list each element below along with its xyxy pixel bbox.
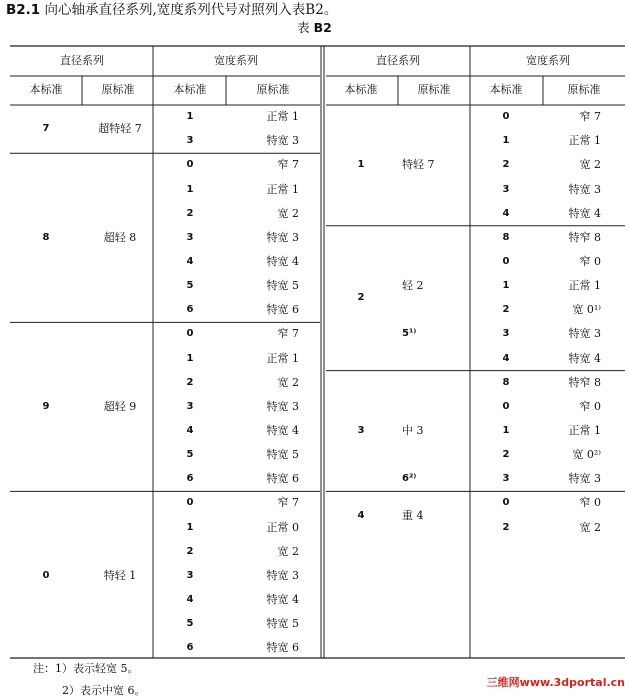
- left-group-0-row-0-old-width: 正常 1: [266, 110, 299, 124]
- right-group-2-row-2-old-width: 正常 1: [568, 424, 601, 438]
- left-group-1-row-4-width: 4: [186, 255, 194, 267]
- left-group-3-row-3-width: 3: [186, 569, 194, 581]
- right-group-1-old: 轻 2: [402, 279, 424, 293]
- left-group-3-row-0-old-width: 窄 7: [277, 496, 299, 510]
- right-group-3-row-1-old-width: 宽 2: [579, 520, 601, 534]
- left-group-3-row-1-old-width: 正常 0: [266, 520, 299, 534]
- header-old-width-left: 原标准: [256, 83, 290, 96]
- left-group-3-old: 特轻 1: [103, 568, 137, 582]
- right-group-3-code: 4: [357, 509, 365, 521]
- left-group-2-row-2-old-width: 宽 2: [277, 375, 299, 389]
- right-group-0-row-0-old-width: 窄 7: [579, 110, 601, 124]
- left-group-2-row-5-old-width: 特宽 5: [266, 448, 299, 462]
- right-group-1-old-note: 5¹⁾: [402, 328, 417, 340]
- left-group-3-row-3-old-width: 特宽 3: [266, 568, 299, 582]
- left-group-3-row-5-width: 5: [186, 618, 194, 630]
- left-group-1-code: 8: [42, 231, 50, 243]
- header-old-diam-left: 原标准: [101, 83, 135, 96]
- right-group-2-code: 3: [357, 425, 365, 437]
- left-group-2-code: 9: [42, 400, 50, 412]
- header-old-width-right: 原标准: [567, 83, 601, 96]
- right-group-0-row-4-old-width: 特宽 4: [568, 206, 601, 220]
- right-group-2-old-note: 6²⁾: [402, 473, 417, 485]
- right-group-1-row-3-old-width: 宽 0¹⁾: [572, 303, 601, 317]
- header-new-diam-left: 本标准: [29, 83, 63, 96]
- left-group-2-row-0-width: 0: [186, 328, 194, 340]
- right-group-3-row-0-width: 0: [502, 497, 510, 509]
- left-group-3-code: 0: [42, 569, 50, 581]
- right-group-1-row-4-width: 3: [502, 328, 510, 340]
- header-old-diam-right: 原标准: [417, 83, 451, 96]
- left-group-0-row-1-old-width: 特宽 3: [266, 134, 299, 148]
- right-group-1-row-1-old-width: 窄 0: [579, 254, 601, 268]
- left-group-2-row-4-old-width: 特宽 4: [266, 424, 299, 438]
- right-group-1-row-1-width: 0: [502, 255, 510, 267]
- right-group-0-row-0-width: 0: [502, 111, 510, 123]
- header-width-right: 宽度系列: [526, 54, 570, 67]
- right-group-1-row-0-width: 8: [502, 231, 510, 243]
- header-new-width-left: 本标准: [173, 83, 207, 96]
- left-group-1-row-2-old-width: 宽 2: [277, 206, 299, 220]
- left-group-1-row-1-old-width: 正常 1: [266, 182, 299, 196]
- left-group-1-row-4-old-width: 特宽 4: [266, 254, 299, 268]
- right-group-0-row-3-width: 3: [502, 183, 510, 195]
- header-width-left: 宽度系列: [214, 54, 258, 67]
- right-group-2-row-3-width: 2: [502, 449, 510, 461]
- section-text: 向心轴承直径系列,宽度系列代号对照列入表B2。: [44, 2, 338, 18]
- right-group-3-old: 重 4: [402, 508, 424, 522]
- right-group-2-row-2-width: 1: [502, 425, 510, 437]
- right-group-1-row-4-old-width: 特宽 3: [568, 327, 601, 341]
- left-group-2-row-5-width: 5: [186, 449, 194, 461]
- left-group-2-old: 超轻 9: [103, 399, 137, 413]
- left-group-2-row-2-width: 2: [186, 376, 194, 388]
- header-diameter-right: 直径系列: [376, 54, 420, 67]
- right-group-2-row-4-old-width: 特宽 3: [568, 472, 601, 486]
- watermark: 三维网www.3dportal.cn: [486, 676, 625, 689]
- left-group-1-row-0-old-width: 窄 7: [277, 158, 299, 172]
- left-group-3-row-6-width: 6: [186, 642, 194, 654]
- right-group-2-old: 中 3: [402, 424, 424, 438]
- left-group-3-row-2-old-width: 宽 2: [277, 544, 299, 558]
- right-group-1-row-0-old-width: 特窄 8: [568, 230, 601, 244]
- left-group-3-row-6-old-width: 特宽 6: [266, 641, 299, 655]
- right-group-3-row-0-old-width: 窄 0: [579, 496, 601, 510]
- left-group-1-row-3-old-width: 特宽 3: [266, 230, 299, 244]
- right-group-0-code: 1: [357, 159, 365, 171]
- left-group-0-row-1-width: 3: [186, 135, 194, 147]
- caption-id: B2: [313, 20, 332, 35]
- right-group-2-row-1-old-width: 窄 0: [579, 399, 601, 413]
- left-group-2-row-6-width: 6: [186, 473, 194, 485]
- left-group-1-row-6-old-width: 特宽 6: [266, 303, 299, 317]
- left-group-2-row-4-width: 4: [186, 425, 194, 437]
- left-group-3-row-1-width: 1: [186, 521, 194, 533]
- right-group-2-row-1-width: 0: [502, 400, 510, 412]
- left-group-2-row-1-old-width: 正常 1: [266, 351, 299, 365]
- left-group-1-row-6-width: 6: [186, 304, 194, 316]
- left-group-1-row-5-width: 5: [186, 280, 194, 292]
- footnote-2: 2）表示中宽 6。: [62, 684, 146, 697]
- right-group-1-code: 2: [357, 292, 365, 304]
- footnote-1: 注：1）表示轻宽 5。: [33, 662, 139, 675]
- right-group-0-row-1-old-width: 正常 1: [568, 134, 601, 148]
- left-group-1-row-0-width: 0: [186, 159, 194, 171]
- left-group-1-row-5-old-width: 特宽 5: [266, 279, 299, 293]
- left-group-3-row-0-width: 0: [186, 497, 194, 509]
- right-group-0-row-2-width: 2: [502, 159, 510, 171]
- right-group-0-row-2-old-width: 宽 2: [579, 158, 601, 172]
- left-group-3-row-4-width: 4: [186, 594, 194, 606]
- left-group-0-code: 7: [42, 123, 50, 135]
- left-group-2-row-1-width: 1: [186, 352, 194, 364]
- right-group-1-row-2-old-width: 正常 1: [568, 279, 601, 293]
- right-group-0-old: 特轻 7: [402, 158, 435, 172]
- right-group-0-row-3-old-width: 特宽 3: [568, 182, 601, 196]
- section-number: B2.1: [6, 2, 41, 18]
- left-group-1-row-2-width: 2: [186, 207, 194, 219]
- caption-prefix: 表: [297, 20, 310, 35]
- right-group-1-row-2-width: 1: [502, 280, 510, 292]
- left-group-2-row-6-old-width: 特宽 6: [266, 472, 299, 486]
- header-new-diam-right: 本标准: [344, 83, 378, 96]
- left-group-2-row-0-old-width: 窄 7: [277, 327, 299, 341]
- header-diameter-left: 直径系列: [60, 54, 104, 67]
- right-group-2-row-4-width: 3: [502, 473, 510, 485]
- right-group-0-row-4-width: 4: [502, 207, 510, 219]
- left-group-2-row-3-width: 3: [186, 400, 194, 412]
- right-group-1-row-3-width: 2: [502, 304, 510, 316]
- right-group-0-row-1-width: 1: [502, 135, 510, 147]
- left-group-1-old: 超轻 8: [103, 230, 137, 244]
- left-group-1-row-3-width: 3: [186, 231, 194, 243]
- right-group-1-row-5-old-width: 特宽 4: [568, 351, 601, 365]
- left-group-3-row-4-old-width: 特宽 4: [266, 593, 299, 607]
- header-new-width-right: 本标准: [489, 83, 523, 96]
- left-group-0-old: 超特轻 7: [98, 122, 142, 136]
- left-group-3-row-2-width: 2: [186, 545, 194, 557]
- right-group-2-row-3-old-width: 宽 0²⁾: [572, 448, 601, 462]
- right-group-3-row-1-width: 2: [502, 521, 510, 533]
- right-group-1-row-5-width: 4: [502, 352, 510, 364]
- right-group-2-row-0-old-width: 特窄 8: [568, 375, 601, 389]
- left-group-1-row-1-width: 1: [186, 183, 194, 195]
- left-group-3-row-5-old-width: 特宽 5: [266, 617, 299, 631]
- right-group-2-row-0-width: 8: [502, 376, 510, 388]
- left-group-2-row-3-old-width: 特宽 3: [266, 399, 299, 413]
- left-group-0-row-0-width: 1: [186, 111, 194, 123]
